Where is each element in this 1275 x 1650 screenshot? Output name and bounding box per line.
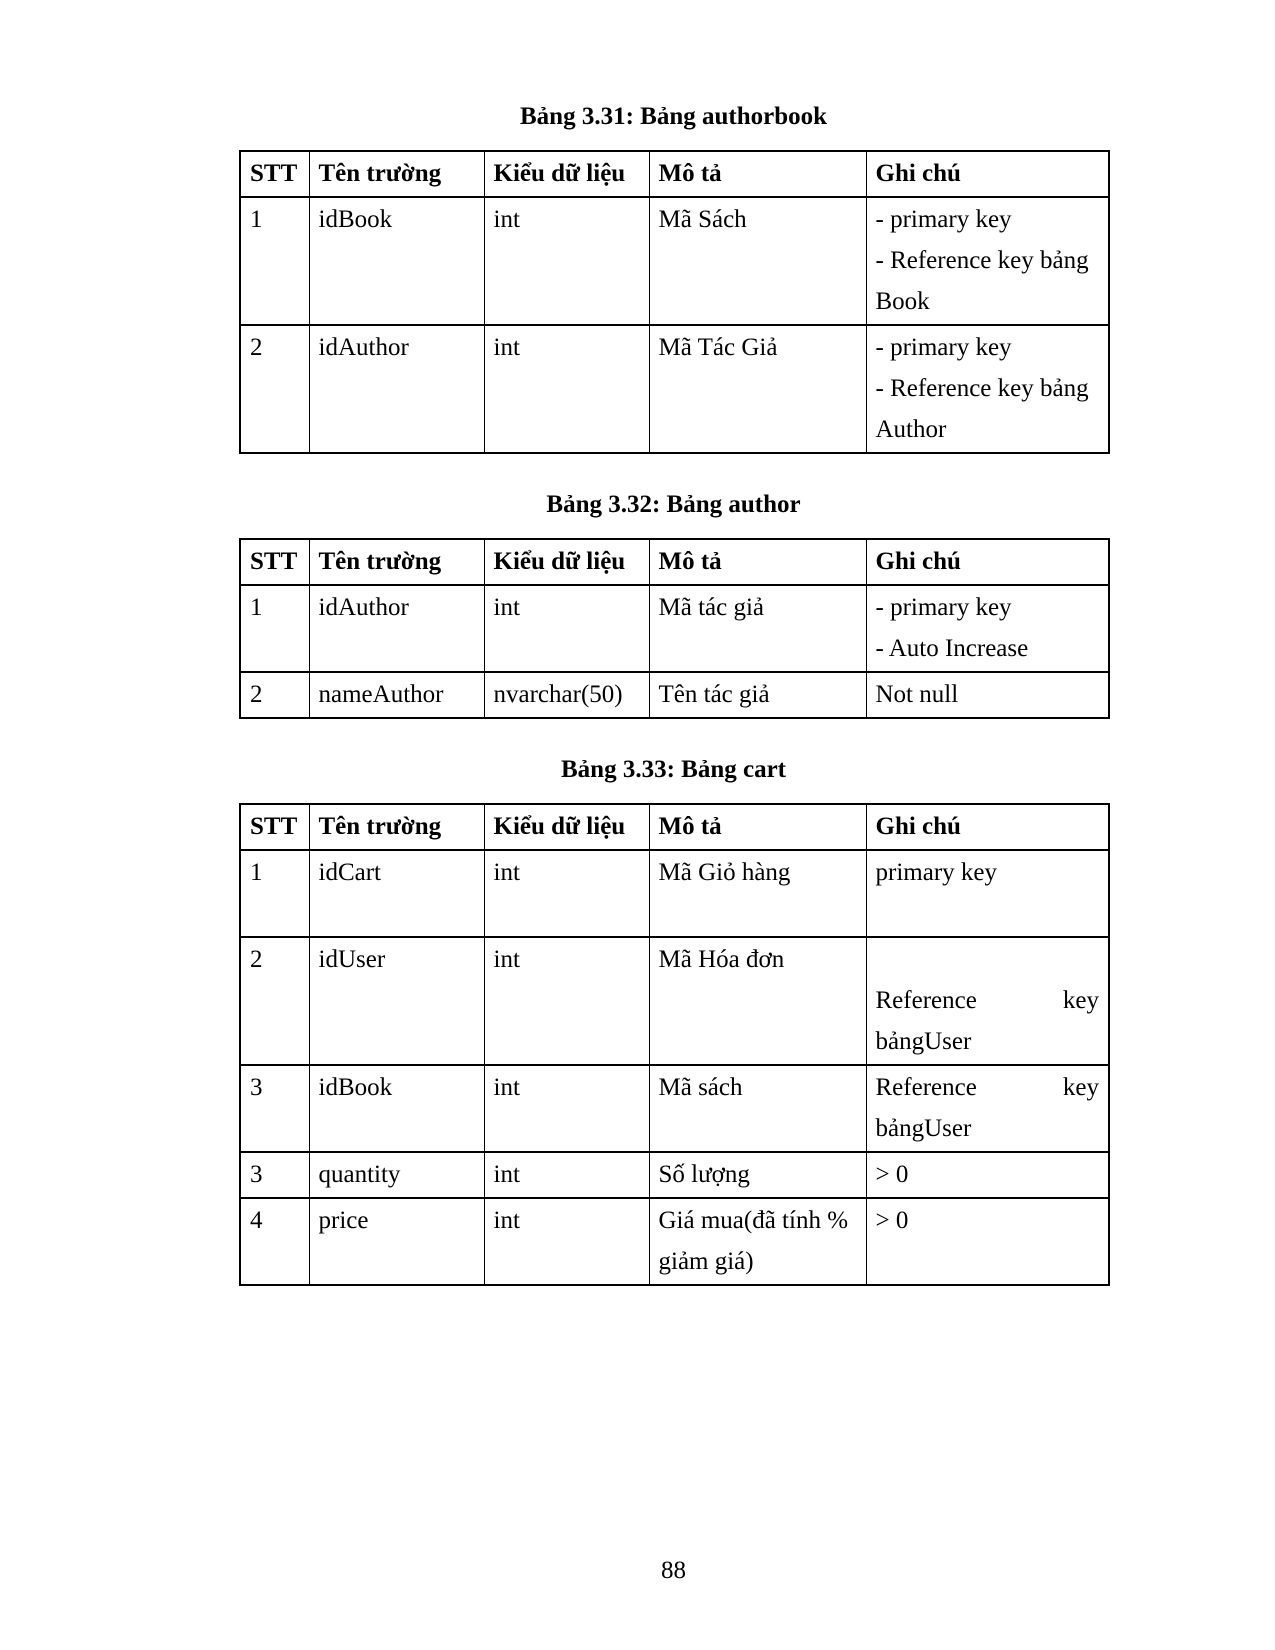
cell-line: Tên trường: [318, 160, 442, 187]
cell-line: idBook: [318, 1074, 393, 1101]
cell-line: Mô tả: [658, 813, 722, 840]
cell-stt: [240, 585, 309, 672]
cell-line: Ghi chú: [875, 813, 961, 840]
cell-line: int: [493, 859, 520, 886]
cell-text: Reference: [875, 987, 977, 1014]
cell-stt: [240, 1198, 309, 1285]
cell-line: int: [493, 206, 520, 233]
cell-line: bảngUser: [875, 1115, 972, 1142]
cell-line: Author: [875, 416, 947, 443]
cell-line: Mã Sách: [658, 206, 747, 233]
cell-text: Reference: [875, 1074, 977, 1101]
cell-line: - primary key: [875, 206, 1012, 233]
table-caption: Bảng 3.33: Bảng cart: [561, 756, 786, 783]
table-row: [240, 1065, 1109, 1152]
cell-line: > 0: [875, 1161, 909, 1188]
db-table-author: [239, 538, 1110, 719]
cell-line: Mô tả: [658, 160, 722, 187]
cell-line: int: [493, 946, 520, 973]
cell-note: [866, 325, 1109, 453]
cell-stt: [240, 850, 309, 937]
column-header: [309, 804, 484, 850]
table-row: [240, 672, 1109, 718]
table-row: [240, 1198, 1109, 1285]
column-header: [866, 539, 1109, 585]
cell-type: [484, 850, 649, 937]
cell-stt: [240, 672, 309, 718]
cell-text: key: [1062, 1074, 1099, 1101]
cell-line: - primary key: [875, 334, 1012, 361]
cell-line: int: [493, 1074, 520, 1101]
cell-line: 1: [250, 859, 263, 886]
cell-line: int: [493, 1161, 520, 1188]
cell-field: [309, 197, 484, 325]
cell-field: [309, 325, 484, 453]
db-table-authorbook: [239, 150, 1110, 454]
table-row: [240, 937, 1109, 1065]
cell-desc: [649, 325, 866, 453]
cell-line: idAuthor: [318, 594, 409, 621]
cell-line: 4: [250, 1207, 263, 1234]
column-header: [240, 804, 309, 850]
column-header: [240, 151, 309, 197]
table-caption: Bảng 3.31: Bảng authorbook: [519, 103, 828, 130]
cell-line: Book: [875, 288, 930, 315]
cell-line: STT: [250, 813, 298, 840]
cell-line: Mã tác giả: [658, 594, 765, 621]
cell-desc: [649, 1152, 866, 1198]
cell-line: giảm giá): [658, 1248, 754, 1275]
column-header: [484, 539, 649, 585]
cell-line: - Reference key bảng: [875, 375, 1089, 402]
cell-line: > 0: [875, 1207, 909, 1234]
cell-line: [876, 939, 1100, 980]
cell-stt: [240, 1065, 309, 1152]
column-header: [484, 151, 649, 197]
cell-type: [484, 1065, 649, 1152]
table-row: [240, 197, 1109, 325]
cell-line: Kiểu dữ liệu: [493, 160, 626, 187]
cell-note: [866, 937, 1109, 1065]
cell-line: - Reference key bảng: [875, 247, 1089, 274]
cell-desc: [649, 937, 866, 1065]
cell-line: [876, 893, 1100, 934]
cell-field: [309, 850, 484, 937]
cell-line: Mã Tác Giả: [658, 334, 778, 361]
cell-line: Kiểu dữ liệu: [493, 548, 626, 575]
cell-line: int: [493, 594, 520, 621]
cell-stt: [240, 937, 309, 1065]
cell-desc: [649, 197, 866, 325]
cell-field: [309, 1198, 484, 1285]
cell-note: [866, 1198, 1109, 1285]
cell-line: STT: [250, 160, 298, 187]
cell-line: 3: [250, 1161, 263, 1188]
cell-line: idAuthor: [318, 334, 409, 361]
cell-line: - primary key: [875, 594, 1012, 621]
column-header: [649, 804, 866, 850]
cell-line: Giá mua(đã tính %: [658, 1207, 849, 1234]
column-header: [484, 804, 649, 850]
cell-field: [309, 585, 484, 672]
cell-note: [866, 850, 1109, 937]
cell-line: int: [493, 1207, 520, 1234]
cell-line: Ghi chú: [875, 160, 961, 187]
cell-line: Mã sách: [658, 1074, 743, 1101]
cell-text: key: [1062, 987, 1099, 1014]
cell-line: 1: [250, 206, 263, 233]
header-row: [240, 804, 1109, 850]
column-header: [309, 539, 484, 585]
table-row: [240, 585, 1109, 672]
cell-line: Mô tả: [658, 548, 722, 575]
cell-line: price: [318, 1207, 369, 1234]
table-block-cart: [239, 753, 1108, 1286]
cell-field: [309, 1152, 484, 1198]
cell-line: STT: [250, 548, 298, 575]
cell-desc: [649, 672, 866, 718]
cell-stt: [240, 325, 309, 453]
cell-line: Kiểu dữ liệu: [493, 813, 626, 840]
column-header: [866, 151, 1109, 197]
table-row: [240, 850, 1109, 937]
cell-desc: [649, 1198, 866, 1285]
cell-note: [866, 585, 1109, 672]
page-number: 88: [661, 1557, 686, 1584]
table-row: [240, 1152, 1109, 1198]
table-block-author: [239, 488, 1108, 719]
column-header: [309, 151, 484, 197]
cell-desc: [649, 585, 866, 672]
cell-field: [309, 937, 484, 1065]
cell-line: Số lượng: [658, 1161, 750, 1188]
cell-line: - Auto Increase: [875, 635, 1029, 662]
cell-line: Mã Hóa đơn: [658, 946, 785, 973]
cell-field: [309, 672, 484, 718]
cell-line: primary key: [875, 859, 997, 886]
table-caption: Bảng 3.32: Bảng author: [546, 491, 801, 518]
cell-type: [484, 937, 649, 1065]
column-header: [866, 804, 1109, 850]
cell-stt: [240, 197, 309, 325]
db-table-cart: [239, 803, 1110, 1286]
column-header: [649, 151, 866, 197]
cell-line: idBook: [318, 206, 393, 233]
cell-line: Mã Giỏ hàng: [658, 859, 791, 886]
cell-line: 2: [250, 681, 263, 708]
cell-line: 2: [250, 334, 263, 361]
cell-note: [866, 197, 1109, 325]
header-row: [240, 151, 1109, 197]
cell-line: Not null: [875, 681, 959, 708]
cell-line: nvarchar(50): [493, 681, 623, 708]
cell-line: nameAuthor: [318, 681, 444, 708]
cell-desc: [649, 850, 866, 937]
cell-line: idUser: [318, 946, 386, 973]
cell-line: Tên trường: [318, 548, 442, 575]
cell-line: Tên trường: [318, 813, 442, 840]
cell-line: 1: [250, 594, 263, 621]
table-row: [240, 325, 1109, 453]
cell-line: Ghi chú: [875, 548, 961, 575]
cell-line: 2: [250, 946, 263, 973]
cell-type: [484, 585, 649, 672]
cell-note: [866, 672, 1109, 718]
cell-stt: [240, 1152, 309, 1198]
cell-line: bảngUser: [875, 1028, 972, 1055]
cell-desc: [649, 1065, 866, 1152]
cell-line-justified: [876, 1067, 1100, 1108]
header-row: [240, 539, 1109, 585]
cell-line: idCart: [318, 859, 381, 886]
cell-note: [866, 1065, 1109, 1152]
table-block-authorbook: [239, 100, 1108, 454]
cell-type: [484, 1152, 649, 1198]
cell-note: [866, 1152, 1109, 1198]
column-header: [240, 539, 309, 585]
cell-type: [484, 197, 649, 325]
cell-type: [484, 325, 649, 453]
cell-line: Tên tác giả: [658, 681, 770, 708]
column-header: [649, 539, 866, 585]
cell-line: int: [493, 334, 520, 361]
cell-line: 3: [250, 1074, 263, 1101]
cell-field: [309, 1065, 484, 1152]
cell-line-justified: [876, 980, 1100, 1021]
cell-type: [484, 672, 649, 718]
document-page: [239, 0, 1108, 1586]
cell-line: quantity: [318, 1161, 401, 1188]
cell-type: [484, 1198, 649, 1285]
